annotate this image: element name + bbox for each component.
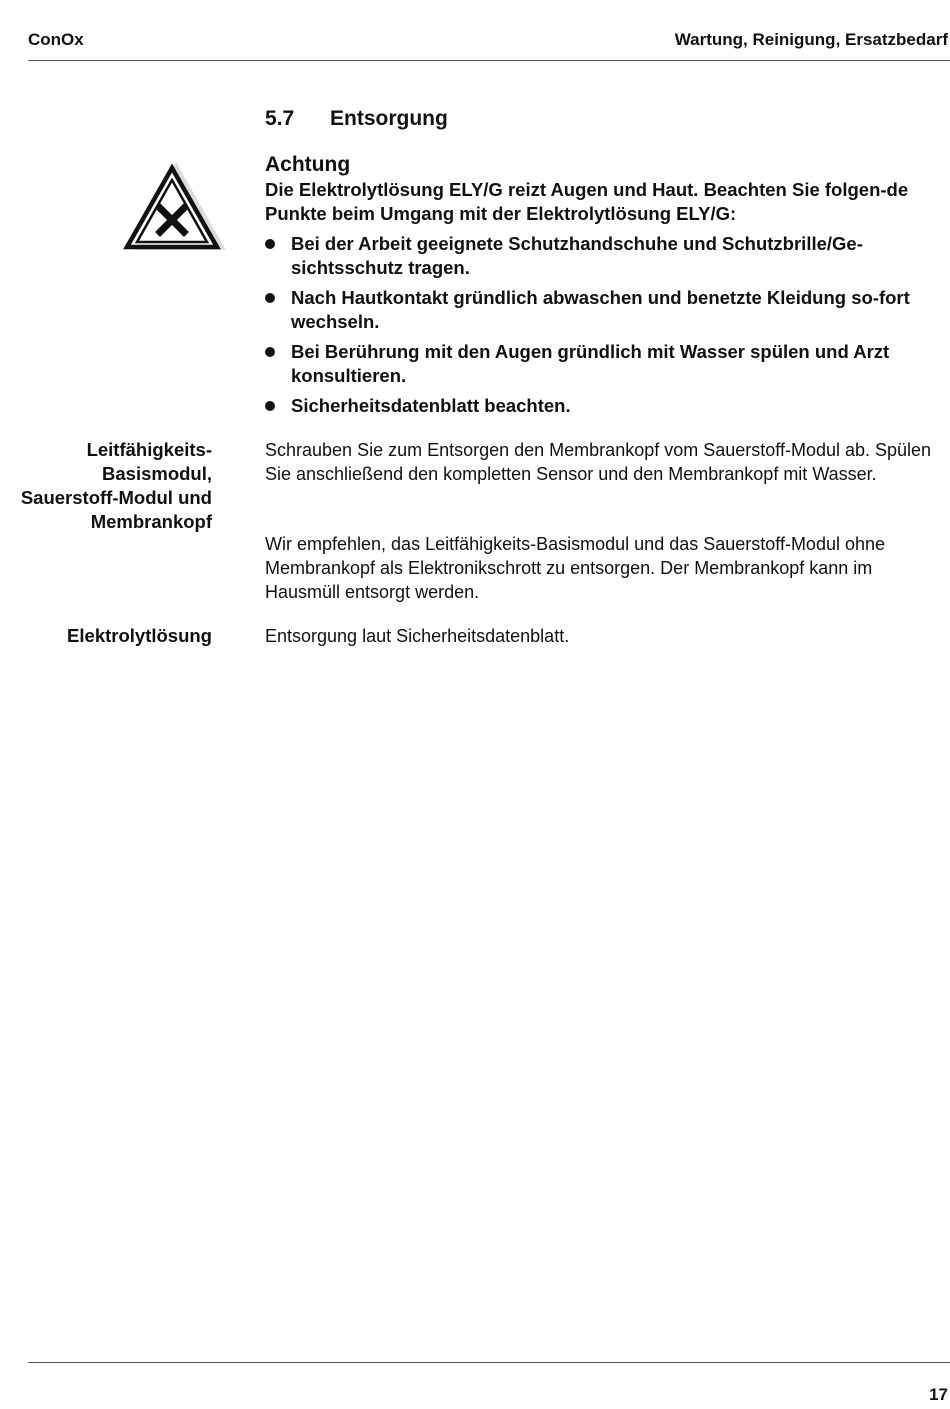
warning-list-item: Sicherheitsdatenblatt beachten. <box>265 394 950 418</box>
section-title: Entsorgung <box>330 107 448 130</box>
footer-divider <box>28 1362 950 1363</box>
disposal-paragraph-recommendation: Wir empfehlen, das Leitfähigkeits-Basismodul und das Sauerstoff-Modul ohne Membrankopf als Elektronikschrott zu entsorgen. Der Membrankopf kann im Hausmüll entsorgt werden. <box>265 534 886 602</box>
page-number: 17 <box>929 1385 948 1404</box>
warning-title: Achtung <box>265 153 351 176</box>
warning-list <box>265 232 950 418</box>
header-divider <box>28 60 950 61</box>
margin-label-modules: Leitfähigkeits-Basismodul, Sauerstoff-Modul und Membrankopf <box>20 439 212 532</box>
section-heading <box>265 107 448 131</box>
warning-list-item: Bei der Arbeit geeignete Schutzhandschuhe und Schutzbrille/Ge-sichtsschutz tragen. <box>265 232 950 280</box>
warning-notice <box>265 151 950 424</box>
disposal-paragraph-rinse: Schrauben Sie zum Entsorgen den Membrankopf vom Sauerstoff-Modul ab. Spülen Sie anschließend den kompletten Sensor und den Membrankopf mit Wasser. <box>265 440 932 484</box>
disposal-paragraph-electrolyte: Entsorgung laut Sicherheitsdatenblatt. <box>265 626 570 646</box>
header-chapter-title: Wartung, Reinigung, Ersatzbedarf <box>674 30 948 49</box>
margin-label-electrolyte: Elektrolytlösung <box>67 625 212 646</box>
warning-list-item: Nach Hautkontakt gründlich abwaschen und benetzte Kleidung so-fort wechseln. <box>265 286 950 334</box>
section-number: 5.7 <box>265 107 295 130</box>
irritant-warning-icon <box>122 158 228 254</box>
warning-intro: Die Elektrolytlösung ELY/G reizt Augen und Haut. Beachten Sie folgen-de Punkte beim Umgang mit der Elektrolytlösung ELY/G: <box>265 179 909 224</box>
warning-list-item: Bei Berührung mit den Augen gründlich mit Wasser spülen und Arzt konsultieren. <box>265 340 950 388</box>
header-product-name: ConOx <box>28 30 84 49</box>
